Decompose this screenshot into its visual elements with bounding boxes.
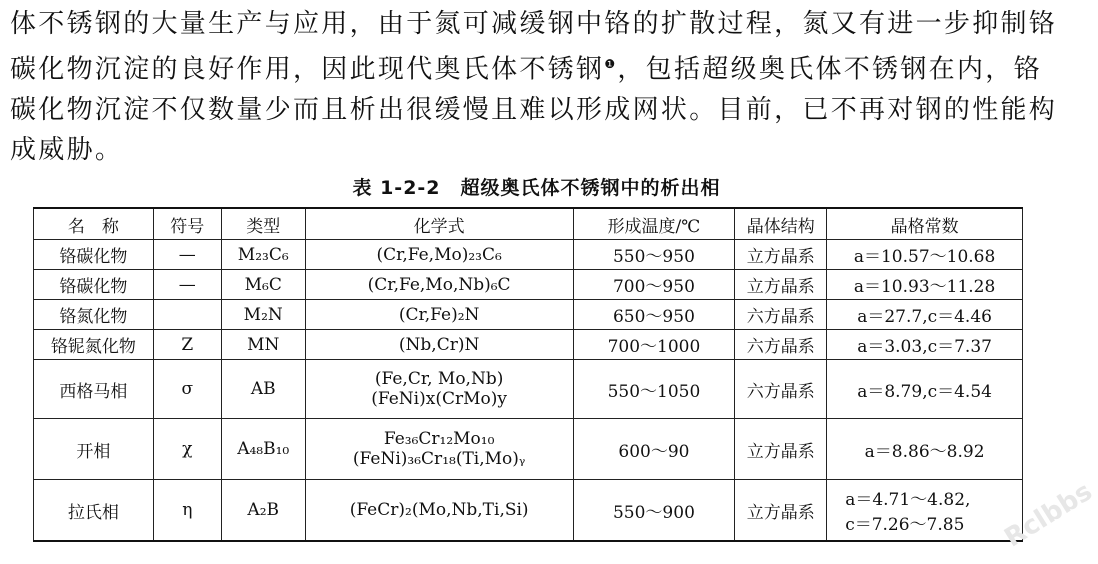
cell-formula: [305, 360, 573, 419]
cell-symbol: —: [153, 240, 221, 270]
cell-symbol: Z: [153, 330, 221, 360]
cell-temperature: 700～950: [573, 270, 735, 300]
formula-line-2: (FeNi)x(CrMo)y: [371, 389, 507, 409]
table-row: [34, 360, 1023, 419]
cell-lattice: a＝8.79,c＝4.54: [827, 360, 1023, 419]
cell-type: A₄₈B₁₀: [221, 419, 305, 480]
cell-structure: 立方晶系: [735, 270, 827, 300]
lattice-line-1: a＝4.71～4.82,: [845, 490, 971, 510]
cell-lattice: [827, 480, 1023, 542]
cell-name: 铬碳化物: [34, 240, 154, 270]
cell-name: 开相: [34, 419, 154, 480]
cell-symbol: η: [153, 480, 221, 542]
cell-temperature: 550～950: [573, 240, 735, 270]
cell-formula: (Cr,Fe,Mo,Nb)₆C: [305, 270, 573, 300]
cell-name: 铬氮化物: [34, 300, 154, 330]
header-temperature: 形成温度/℃: [573, 208, 735, 240]
table-header-row: [34, 208, 1023, 240]
table-row: [34, 270, 1023, 300]
cell-formula: (Cr,Fe,Mo)₂₃C₆: [305, 240, 573, 270]
footnote-marker: ❶: [604, 57, 618, 71]
cell-type: MN: [221, 330, 305, 360]
cell-name: 铬铌氮化物: [34, 330, 154, 360]
cell-symbol: [153, 300, 221, 330]
lattice-line-2: c＝7.26～7.85: [845, 515, 965, 535]
cell-type: AB: [221, 360, 305, 419]
watermark-logo: Rclbbs: [999, 476, 1098, 554]
formula-line-2: (FeNi)₃₆Cr₁₈(Ti,Mo)ᵧ: [352, 449, 526, 469]
cell-temperature: 600～90: [573, 419, 735, 480]
cell-lattice: a＝10.57～10.68: [827, 240, 1023, 270]
cell-temperature: 650～950: [573, 300, 735, 330]
cell-structure: 立方晶系: [735, 480, 827, 542]
precipitate-phase-table: [33, 207, 1023, 542]
cell-type: M₆C: [221, 270, 305, 300]
table-row: [34, 240, 1023, 270]
table-row: [34, 480, 1023, 542]
cell-formula: (FeCr)₂(Mo,Nb,Ti,Si): [305, 480, 573, 542]
cell-type: M₂N: [221, 300, 305, 330]
header-formula: 化学式: [305, 208, 573, 240]
cell-name: 铬碳化物: [34, 270, 154, 300]
header-crystal-structure: 晶体结构: [735, 208, 827, 240]
cell-type: M₂₃C₆: [221, 240, 305, 270]
cell-type: A₂B: [221, 480, 305, 542]
cell-lattice: a＝10.93～11.28: [827, 270, 1023, 300]
cell-structure: 六方晶系: [735, 300, 827, 330]
cell-symbol: σ: [153, 360, 221, 419]
cell-lattice: a＝8.86～8.92: [827, 419, 1023, 480]
table-row: [34, 330, 1023, 360]
cell-structure: 立方晶系: [735, 240, 827, 270]
header-name: 名 称: [34, 208, 154, 240]
header-type: 类型: [221, 208, 305, 240]
paragraph-text-part1: 体不锈钢的大量生产与应用，由于氮可减缓钢中铬的扩散过程，氮又有进一步抑制铬碳化物沉淀的良好作用，因此现代奥氏体不锈钢: [10, 9, 1058, 85]
cell-temperature: 550～900: [573, 480, 735, 542]
cell-name: 拉氏相: [34, 480, 154, 542]
cell-structure: 六方晶系: [735, 330, 827, 360]
cell-formula: [305, 419, 573, 480]
cell-symbol: —: [153, 270, 221, 300]
formula-line-1: (Fe,Cr, Mo,Nb): [374, 369, 504, 389]
body-paragraph: [10, 4, 1060, 170]
header-lattice-constant: 晶格常数: [827, 208, 1023, 240]
paragraph-text-part2: ，包括超级奥氏体不锈钢在内，铬碳化物沉淀不仅数量少而且析出很缓慢且难以形成网状。目前，已不再对钢的性能构成威胁。: [10, 54, 1058, 165]
cell-symbol: χ: [153, 419, 221, 480]
cell-structure: 立方晶系: [735, 419, 827, 480]
table-row: [34, 300, 1023, 330]
formula-line-1: Fe₃₆Cr₁₂Mo₁₀: [383, 429, 495, 449]
cell-temperature: 550～1050: [573, 360, 735, 419]
cell-structure: 六方晶系: [735, 360, 827, 419]
cell-formula: (Cr,Fe)₂N: [305, 300, 573, 330]
table-row: [34, 419, 1023, 480]
table-caption: 表 1-2-2 超级奥氏体不锈钢中的析出相: [352, 177, 721, 199]
cell-lattice: a＝3.03,c＝7.37: [827, 330, 1023, 360]
cell-formula: (Nb,Cr)N: [305, 330, 573, 360]
cell-temperature: 700～1000: [573, 330, 735, 360]
cell-name: 西格马相: [34, 360, 154, 419]
header-symbol: 符号: [153, 208, 221, 240]
cell-lattice: a＝27.7,c＝4.46: [827, 300, 1023, 330]
